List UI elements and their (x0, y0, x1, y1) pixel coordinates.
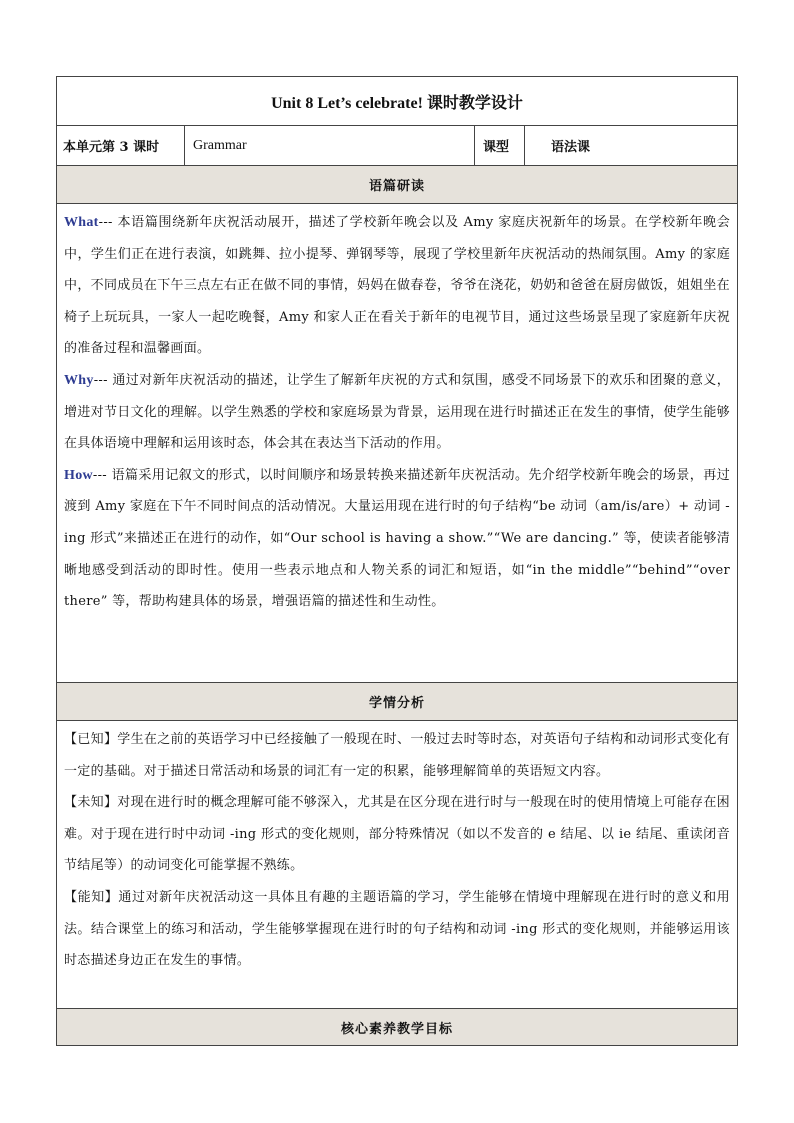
unknown-label: 【未知】 (64, 795, 118, 811)
known-text: 学生在之前的英语学习中已经接触了一般现在时、一般过去时等时态，对英语句子结构和动词形式变化有一定的基础。对于描述日常活动和场景的词汇有一定的积累，能够理解简单的英语短文内容。 (64, 732, 730, 779)
why-text: --- 通过对新年庆祝活动的描述，让学生了解新年庆祝的方式和氛围，感受不同场景下的欢乐和团聚的意义，增进对节日文化的理解。以学生熟悉的学校和家庭场景为背景，运用现在进行时描述正在发生的事情，使学生能够在具体语境中理解和运用该时态，体会其在表达当下活动的作用。 (64, 372, 730, 452)
type-value: 语法课 (551, 140, 591, 155)
text-study-content (57, 204, 737, 683)
how-label: How (64, 467, 93, 483)
learner-analysis-content (57, 721, 737, 1009)
what-text: --- 本语篇围绕新年庆祝活动展开，描述了学校新年晚会以及 Amy 家庭庆祝新年的场景。在学校新年晚会中，学生们正在进行表演，如跳舞、拉小提琴、弹钢琴等，展现了学校里新年庆祝活动的热闹氛围。Amy 的家庭中，不同成员在下午三点左右正在做不同的事情，妈妈在做春卷，爷爷在浇花，奶奶和爸爸在厨房做饭，姐姐坐在椅子上玩玩具，一家人一起吃晚餐，Amy 和家人正在看关于新年的电视节目，通过这些场景呈现了家庭新年庆祝的准备过程和温馨画面。 (64, 215, 730, 357)
able-paragraph (64, 882, 730, 977)
why-label: Why (64, 372, 94, 388)
known-label: 【已知】 (64, 732, 118, 747)
section-heading-learner-analysis: 学情分析 (57, 683, 737, 721)
section-heading-text-study: 语篇研读 (57, 166, 737, 204)
document-title: Unit 8 Let’s celebrate! 课时教学设计 (57, 77, 737, 126)
how-paragraph (64, 460, 730, 618)
what-label: What (64, 215, 99, 230)
section-heading-core-goals: 核心素养教学目标 (57, 1009, 737, 1045)
how-text: --- 语篇采用记叙文的形式，以时间顺序和场景转换来描述新年庆祝活动。先介绍学校新年晚会的场景，再过渡到 Amy 家庭在下午不同时间点的活动情况。大量运用现在进行时的句子结构“be 动词（am/is/are）+ 动词 -ing 形式”来描述正在进行的动作，如“Our school is having a show.”“We are dancing.” 等，使读者能够清晰地感受到活动的即时性。使用一些表示地点和人物关系的词汇和短语，如“in the middle”“behind”“over there” 等，帮助构建具体的场景，增强语篇的描述性和生动性。 (64, 467, 730, 610)
able-text: 通过对新年庆祝活动这一具体且有趣的主题语篇的学习，学生能够在情境中理解现在进行时的意义和用法。结合课堂上的练习和活动，学生能够掌握现在进行时的句子结构和动词 -ing 形式的变化规则，并能够运用该时态描述身边正在发生的事情。 (64, 889, 730, 969)
unknown-text: 对现在进行时的概念理解可能不够深入，尤其是在区分现在进行时与一般现在时的使用情境上可能存在困难。对于现在进行时中动词 -ing 形式的变化规则，部分特殊情况（如以不发音的 e 结尾、以 ie 结尾、重读闭音节结尾等）的动词变化可能掌握不熟练。 (64, 795, 730, 874)
lesson-info-row (57, 126, 737, 166)
unknown-paragraph (64, 787, 730, 882)
lesson-value: Grammar (185, 126, 475, 165)
able-label: 【能知】 (64, 889, 119, 905)
type-label: 课型 (475, 126, 525, 165)
lesson-label: 本单元第 3 课时 (57, 126, 185, 165)
why-paragraph (64, 365, 730, 460)
what-paragraph (64, 207, 730, 365)
known-paragraph (64, 724, 730, 787)
lesson-plan-table (56, 76, 738, 1046)
